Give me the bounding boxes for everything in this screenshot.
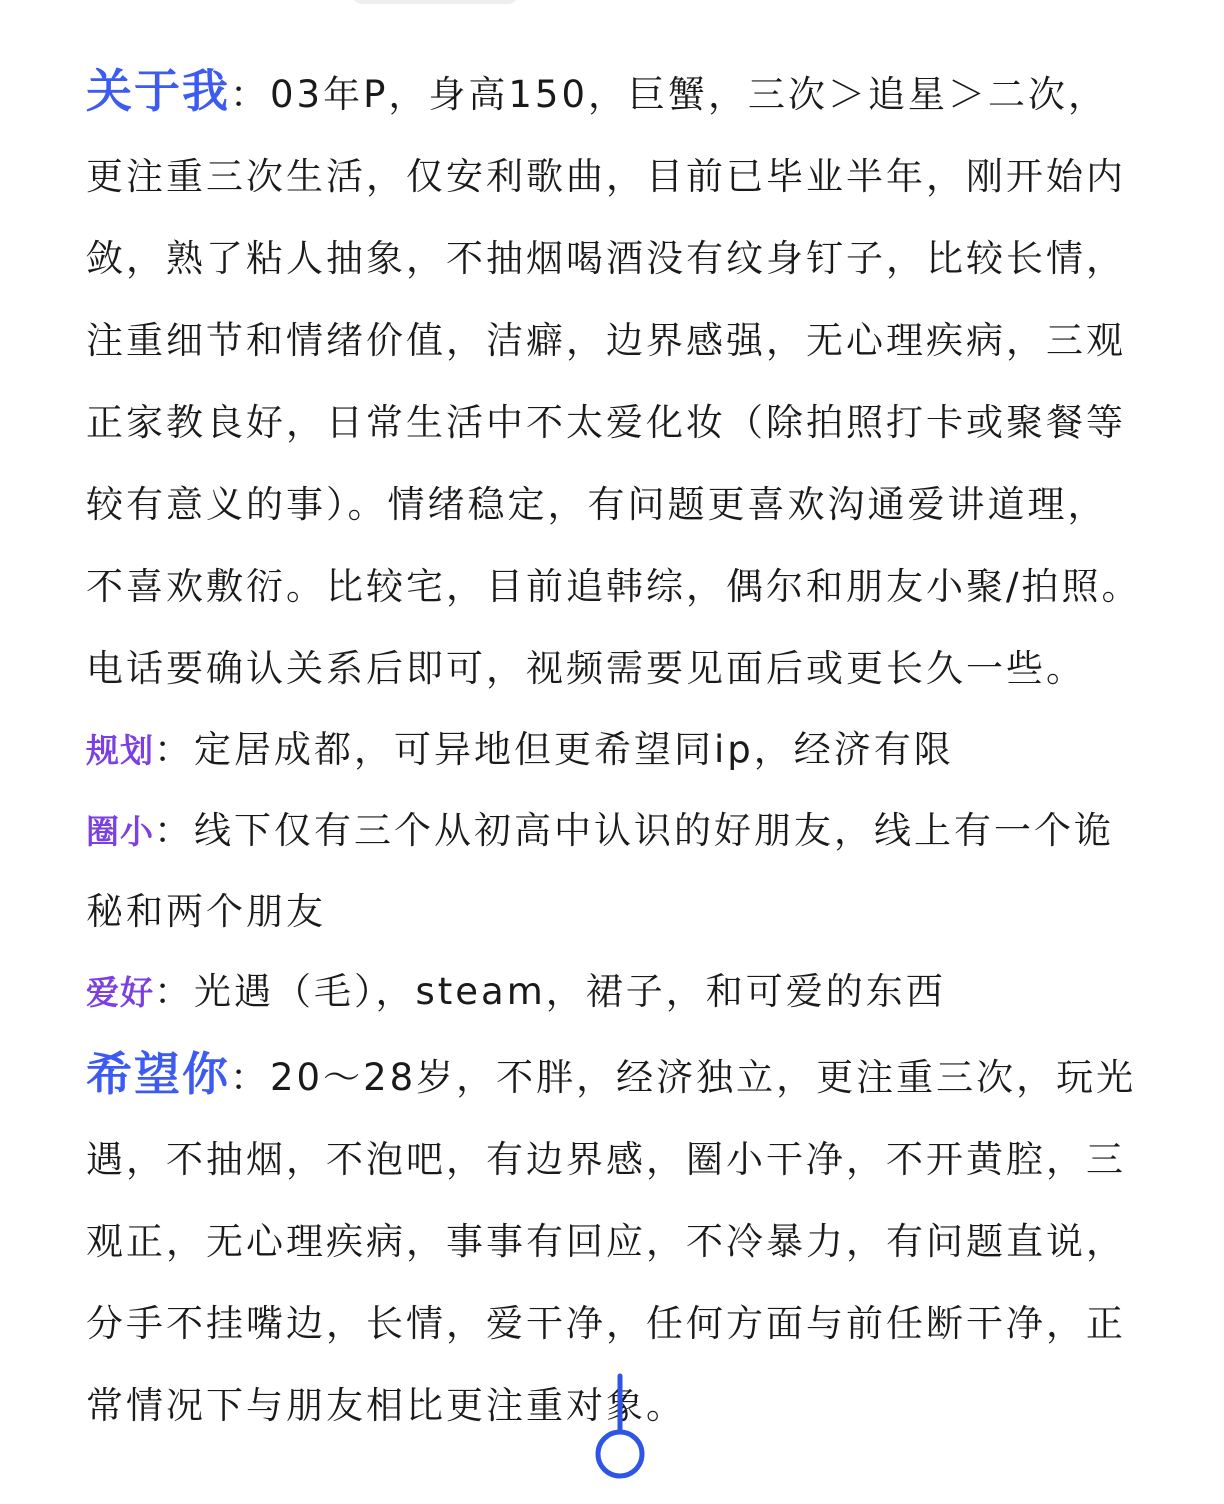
hobbies-text: 光遇（毛），steam，裙子，和可爱的东西 (194, 970, 946, 1013)
heading-colon: ： (230, 73, 270, 116)
hope-you-text: 20～28岁，不胖，经济独立，更注重三次，玩光遇，不抽烟，不泡吧，有边界感，圈小干净，不开黄腔，三观正，无心理疾病，事事有回应，不冷暴力，有问题直说，分手不挂嘴边，长情，爱干净，任何方面与前任断干净，正常情况下与朋友相比更注重对象。 (86, 1056, 1137, 1427)
section-plan (86, 710, 1146, 791)
heading-colon: ： (154, 728, 194, 771)
note-body[interactable] (86, 50, 1146, 1447)
plan-text: 定居成都，可异地但更希望同ip，经济有限 (194, 728, 954, 771)
text-cursor-handle[interactable] (593, 1372, 647, 1482)
circle-text: 线下仅有三个从初高中认识的好朋友，线上有一个诡秘和两个朋友 (86, 809, 1114, 933)
heading-about-me: 关于我 (86, 64, 230, 118)
heading-hope-you: 希望你 (86, 1047, 230, 1101)
heading-circle: 圈小 (86, 812, 154, 851)
section-hobbies (86, 952, 1146, 1033)
heading-colon: ： (154, 809, 194, 852)
section-about-me (86, 50, 1146, 710)
about-me-text: 03年P，身高150，巨蟹，三次＞追星＞二次，更注重三次生活，仅安利歌曲，目前已毕业半年，刚开始内敛，熟了粘人抽象，不抽烟喝酒没有纹身钉子，比较长情，注重细节和情绪价值，洁癖，边界感强，无心理疾病，三观正家教良好，日常生活中不太爱化妆（除拍照打卡或聚餐等较有意义的事）。情绪稳定，有问题更喜欢沟通爱讲道理，不喜欢敷衍。比较宅，目前追韩综，偶尔和朋友小聚/拍照。电话要确认关系后即可，视频需要见面后或更长久一些。 (86, 73, 1142, 690)
section-circle (86, 791, 1146, 952)
top-drag-handle[interactable] (352, 0, 518, 4)
heading-colon: ： (230, 1056, 270, 1099)
heading-hobbies: 爱好 (86, 973, 154, 1012)
cursor-handle-icon (598, 1432, 642, 1476)
heading-colon: ： (154, 970, 194, 1013)
heading-plan: 规划 (86, 731, 154, 770)
